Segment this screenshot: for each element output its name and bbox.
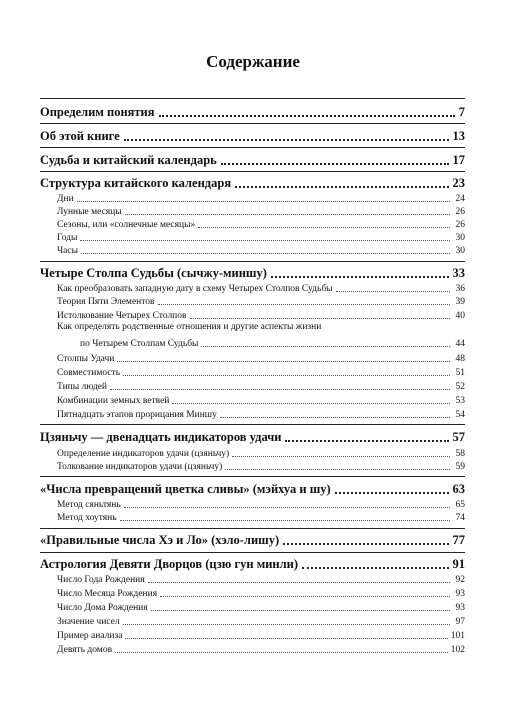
page-number: 101 xyxy=(450,631,465,641)
toc-entry[interactable]: Астрология Девяти Дворцов (цзю гун минли) 91 xyxy=(40,557,465,571)
page-number: 59 xyxy=(455,462,465,472)
page-number: 51 xyxy=(455,368,465,378)
toc-subentry[interactable]: Дни 24 xyxy=(57,194,465,204)
dot-leader xyxy=(235,186,448,188)
toc-entry[interactable]: Цзяньчу — двенадцать индикаторов удачи 57 xyxy=(40,430,465,444)
dot-leader xyxy=(225,469,450,470)
toc-subentry[interactable]: Метод сяньтянь 65 xyxy=(57,500,465,510)
dot-leader xyxy=(124,507,450,508)
section-divider xyxy=(40,171,465,172)
dot-leader xyxy=(232,456,450,457)
dot-leader xyxy=(125,214,450,215)
toc-subentry[interactable]: Истолкование Четырех Столпов 40 xyxy=(57,311,465,321)
page-number: 30 xyxy=(455,233,465,243)
page-number: 93 xyxy=(455,603,465,613)
toc-subentry[interactable]: по Четырем Столпам Судьбы 44 xyxy=(80,339,465,349)
toc-subentry[interactable]: Определение индикаторов удачи (цзяньчу) 58 xyxy=(57,449,465,459)
dot-leader xyxy=(336,291,450,292)
dot-leader xyxy=(123,375,450,376)
dot-leader xyxy=(151,610,450,611)
page-title: Содержание xyxy=(206,52,300,71)
dot-leader xyxy=(220,417,450,418)
toc-subentry-line1[interactable]: Как определять родственные отношения и другие аспекты жизни xyxy=(57,322,322,332)
toc-entry[interactable]: «Числа превращений цветка сливы» (мэйхуа и шу) 63 xyxy=(40,482,465,496)
page-number: 7 xyxy=(458,105,465,119)
dot-leader xyxy=(158,304,450,305)
toc-subentry[interactable]: Типы людей 52 xyxy=(57,382,465,392)
toc-entry[interactable]: Структура китайского календаря 23 xyxy=(40,176,465,190)
dot-leader xyxy=(198,227,450,228)
page-number: 23 xyxy=(452,176,465,190)
page-number: 26 xyxy=(455,207,465,217)
page-number: 92 xyxy=(455,575,465,585)
dot-leader xyxy=(115,652,448,653)
section-divider xyxy=(40,552,465,553)
dot-leader xyxy=(124,139,449,141)
dot-leader xyxy=(271,276,449,278)
dot-leader xyxy=(110,389,450,390)
section-divider xyxy=(40,424,465,425)
section-divider xyxy=(40,123,465,124)
page-number: 91 xyxy=(452,557,465,571)
toc-subentry[interactable]: Столпы Удачи 48 xyxy=(57,354,465,364)
page-number: 17 xyxy=(452,153,465,167)
toc-entry[interactable]: «Правильные числа Хэ и Ло» (хэло-лишу) 77 xyxy=(40,533,465,547)
page-number: 65 xyxy=(455,500,465,510)
toc-subentry[interactable]: Как преобразовать западную дату в схему Четырех Столпов Судьбы 36 xyxy=(57,284,465,294)
page-number: 97 xyxy=(455,617,465,627)
page-number: 52 xyxy=(455,382,465,392)
section-divider xyxy=(40,98,465,99)
dot-leader xyxy=(80,240,450,241)
toc-subentry[interactable]: Число Месяца Рождения 93 xyxy=(57,589,465,599)
toc-subentry[interactable]: Совместимость 51 xyxy=(57,368,465,378)
page-number: 44 xyxy=(455,339,465,349)
dot-leader xyxy=(172,403,450,404)
section-divider xyxy=(40,476,465,477)
toc-subentry[interactable]: Комбинации земных ветвей 53 xyxy=(57,396,465,406)
dot-leader xyxy=(221,163,449,165)
toc-entry[interactable]: Четыре Столпа Судьбы (сычжу-миншу) 33 xyxy=(40,266,465,280)
toc-subentry[interactable]: Теория Пяти Элементов 39 xyxy=(57,297,465,307)
page-number: 36 xyxy=(455,284,465,294)
dot-leader xyxy=(117,361,450,362)
dot-leader xyxy=(302,567,449,569)
dot-leader xyxy=(160,596,450,597)
page-number: 77 xyxy=(452,533,465,547)
page-number: 74 xyxy=(455,513,465,523)
dot-leader xyxy=(285,440,448,442)
page-number: 102 xyxy=(450,645,465,655)
dot-leader xyxy=(120,520,450,521)
toc-subentry[interactable]: Часы 30 xyxy=(57,246,465,256)
dot-leader xyxy=(190,318,450,319)
page-number: 93 xyxy=(455,589,465,599)
page-number: 58 xyxy=(455,449,465,459)
section-divider xyxy=(40,261,465,262)
toc-subentry[interactable]: Лунные месяцы 26 xyxy=(57,207,465,217)
page-number: 39 xyxy=(455,297,465,307)
dot-leader xyxy=(201,346,450,347)
dot-leader xyxy=(81,253,450,254)
toc-subentry[interactable]: Пятнадцать этапов прорицания Миншу 54 xyxy=(57,410,465,420)
dot-leader xyxy=(77,201,450,202)
dot-leader xyxy=(148,582,450,583)
toc-subentry[interactable]: Сезоны, или «солнечные месяцы» 26 xyxy=(57,220,465,230)
dot-leader xyxy=(283,543,448,545)
dot-leader xyxy=(123,624,450,625)
toc-entry[interactable]: Об этой книге 13 xyxy=(40,129,465,143)
dot-leader xyxy=(125,638,447,639)
page-number: 57 xyxy=(452,430,465,444)
page-number: 13 xyxy=(452,129,465,143)
page-number: 53 xyxy=(455,396,465,406)
toc-subentry[interactable]: Толкование индикаторов удачи (цзяньчу) 59 xyxy=(57,462,465,472)
section-divider xyxy=(40,528,465,529)
toc-subentry[interactable]: Девять домов 102 xyxy=(57,645,465,655)
page-number: 33 xyxy=(452,266,465,280)
page-number: 26 xyxy=(455,220,465,230)
toc-subentry[interactable]: Метод хоутянь 74 xyxy=(57,513,465,523)
dot-leader xyxy=(159,115,455,117)
toc-subentry[interactable]: Число Дома Рождения 93 xyxy=(57,603,465,613)
page-number: 48 xyxy=(455,354,465,364)
toc-subentry[interactable]: Годы 30 xyxy=(57,233,465,243)
page-number: 63 xyxy=(452,482,465,496)
section-divider xyxy=(40,147,465,148)
page-number: 40 xyxy=(455,311,465,321)
toc-subentry[interactable]: Значение чисел 97 xyxy=(57,617,465,627)
toc-entry[interactable]: Определим понятия 7 xyxy=(40,105,465,119)
dot-leader xyxy=(335,492,449,494)
page-number: 54 xyxy=(455,410,465,420)
toc-subentry[interactable]: Число Года Рождения 92 xyxy=(57,575,465,585)
page-number: 30 xyxy=(455,246,465,256)
page-number: 24 xyxy=(455,194,465,204)
toc-subentry[interactable]: Пример анализа 101 xyxy=(57,631,465,641)
toc-entry[interactable]: Судьба и китайский календарь 17 xyxy=(40,153,465,167)
